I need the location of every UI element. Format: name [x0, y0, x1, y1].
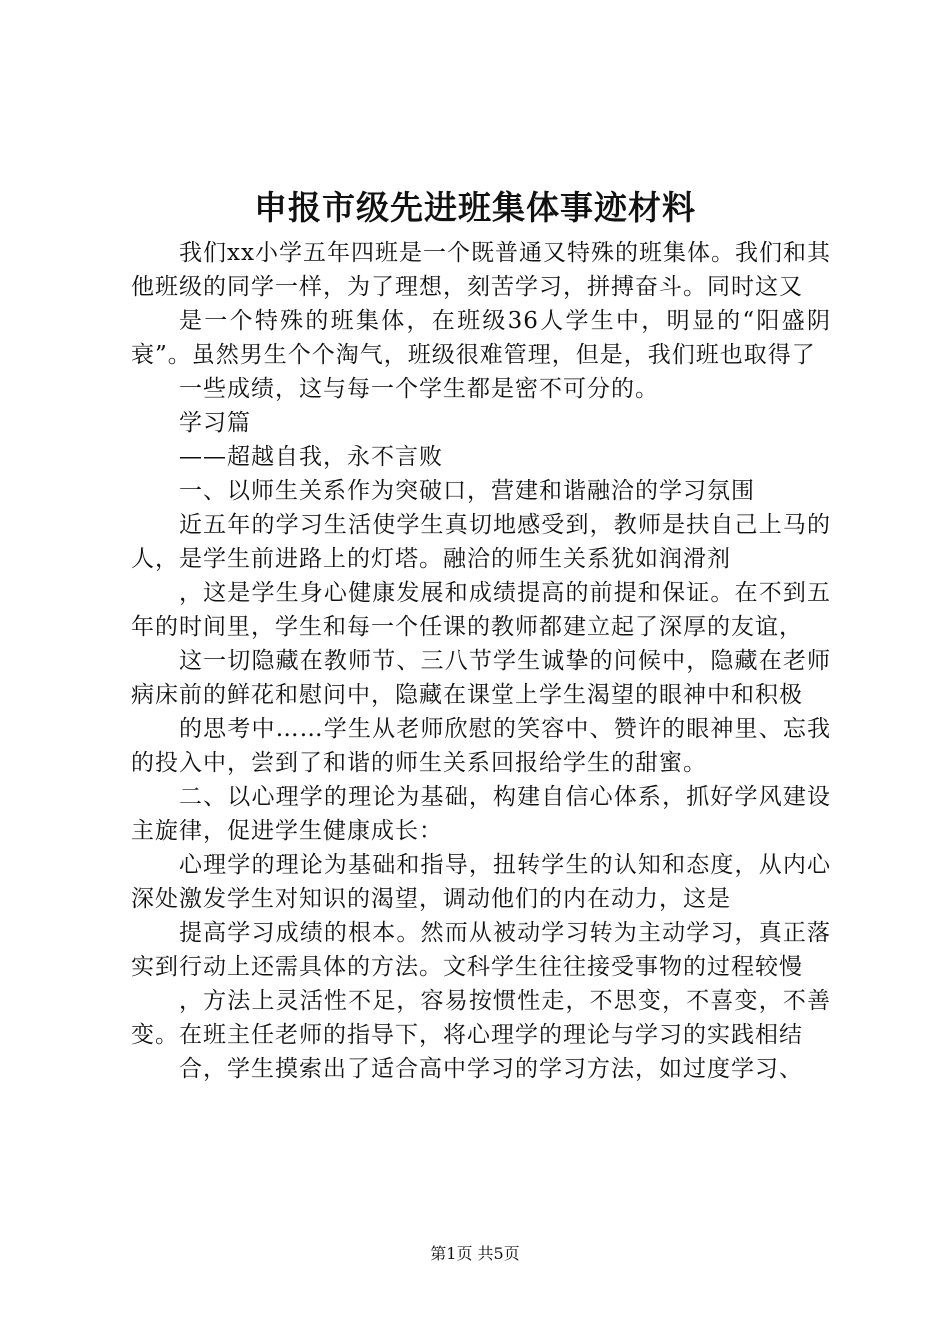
- paragraph: 这一切隐藏在教师节、三八节学生诚挚的问候中，隐藏在老师病床前的鲜花和慰问中，隐藏在课堂上学生渴望的眼神中和积极: [131, 648, 831, 708]
- paragraph: ，这是学生身心健康发展和成绩提高的前提和保证。在不到五年的时间里，学生和每一个任课的教师都建立起了深厚的友谊，: [131, 580, 831, 640]
- paragraph: 提高学习成绩的根本。然而从被动学习转为主动学习，真正落实到行动上还需具体的方法。文科学生往往接受事物的过程较慢: [131, 920, 831, 980]
- document-body: [131, 236, 831, 1086]
- section-subheading: ——超越自我，永不言败: [179, 444, 443, 470]
- paragraph: 近五年的学习生活使学生真切地感受到，教师是扶自己上马的人，是学生前进路上的灯塔。融洽的师生关系犹如润滑剂: [131, 512, 831, 572]
- section-heading: 学习篇: [179, 410, 251, 436]
- paragraph: 我们xx小学五年四班是一个既普通又特殊的班集体。我们和其他班级的同学一样，为了理想，刻苦学习，拼搏奋斗。同时这又: [131, 240, 831, 300]
- paragraph: 合，学生摸索出了适合高中学习的学习方法，如过度学习、: [179, 1056, 803, 1082]
- page-number-footer: 第1页 共5页: [430, 1244, 520, 1263]
- paragraph: 是一个特殊的班集体，在班级36人学生中，明显的“阳盛阴衰”。虽然男生个个淘气，班级很难管理，但是，我们班也取得了: [131, 308, 831, 368]
- paragraph: ，方法上灵活性不足，容易按惯性走，不思变，不喜变，不善变。在班主任老师的指导下，将心理学的理论与学习的实践相结: [131, 988, 831, 1048]
- paragraph: 的思考中……学生从老师欣慰的笑容中、赞许的眼神里、忘我的投入中，尝到了和谐的师生关系回报给学生的甜蜜。: [131, 716, 831, 776]
- paragraph: 一些成绩，这与每一个学生都是密不可分的。: [179, 376, 659, 402]
- paragraph: 心理学的理论为基础和指导，扭转学生的认知和态度，从内心深处激发学生对知识的渴望，调动他们的内在动力，这是: [131, 852, 831, 912]
- subsection-heading: 二、以心理学的理论为基础，构建自信心体系，抓好学风建设主旋律，促进学生健康成长：: [131, 784, 831, 844]
- document-title: 申报市级先进班集体事迹材料: [254, 188, 696, 227]
- subsection-heading: 一、以师生关系作为突破口，营建和谐融洽的学习氛围: [179, 478, 755, 504]
